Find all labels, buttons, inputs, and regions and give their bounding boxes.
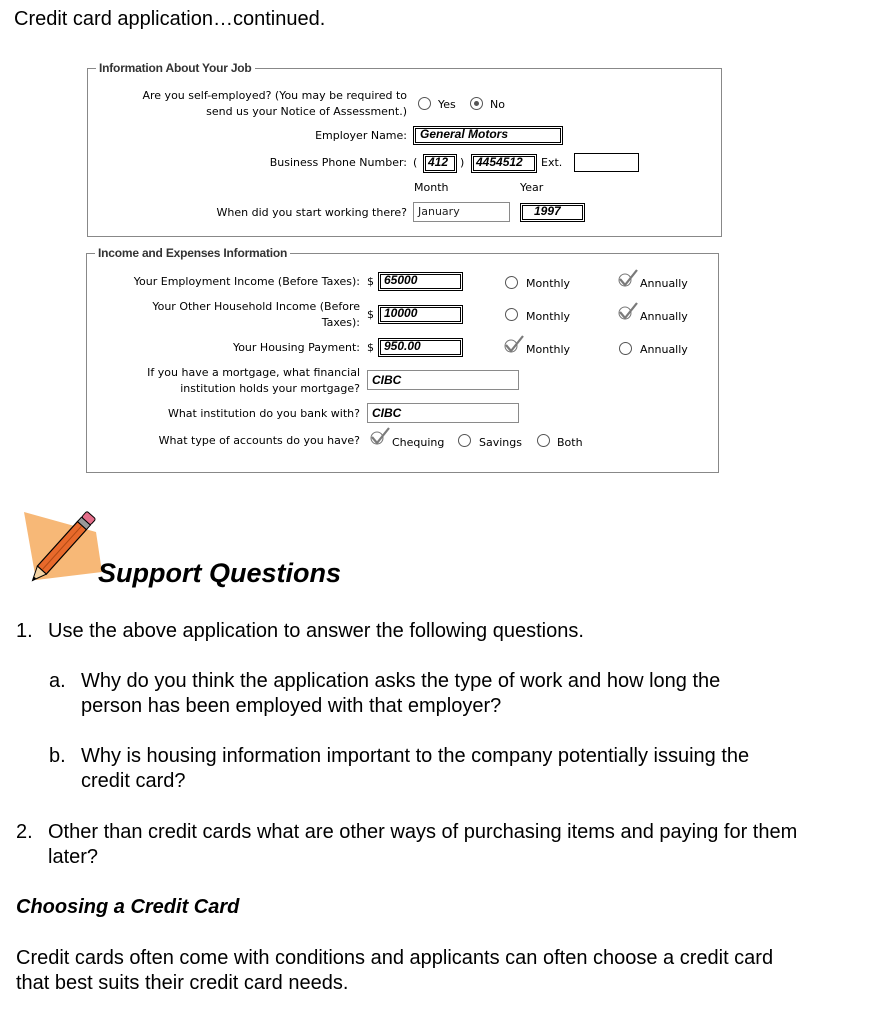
other-monthly-label: Monthly	[526, 310, 571, 323]
phone-area-code-field[interactable]: 412	[423, 154, 457, 173]
start-year-field[interactable]: 1997	[520, 203, 585, 222]
savings-label: Savings	[479, 436, 522, 449]
start-date-label: When did you start working there?	[216, 206, 407, 219]
self-employed-yes-label: Yes	[438, 98, 456, 111]
housing-annually-label: Annually	[640, 343, 688, 356]
question-b-text: Why is housing information important to the company potentially issuing the credit card?	[81, 745, 750, 792]
housing-monthly-label: Monthly	[526, 343, 571, 356]
question-2-text: Other than credit cards what are other ways of purchasing items and paying for them later?	[48, 821, 798, 868]
phone-ext-label: Ext.	[541, 156, 563, 169]
self-employed-question: Are you self-employed? (You may be required to send us your Notice of Assessment.)	[142, 89, 407, 118]
self-employed-no-radio[interactable]	[470, 97, 483, 110]
savings-radio[interactable]	[458, 434, 471, 447]
employment-income-label: Your Employment Income (Before Taxes):	[133, 275, 360, 288]
other-annually-label: Annually	[640, 310, 688, 323]
housing-monthly-check-icon[interactable]	[503, 334, 525, 354]
start-month-field[interactable]: January	[413, 202, 510, 222]
question-b-letter: b.	[49, 745, 66, 767]
employer-name-label: Employer Name:	[315, 129, 407, 142]
question-2-number: 2.	[16, 821, 33, 843]
both-radio[interactable]	[537, 434, 550, 447]
phone-number-field[interactable]: 4454512	[471, 154, 537, 173]
other-monthly-radio[interactable]	[505, 308, 518, 321]
phone-close-paren: )	[460, 156, 465, 169]
self-employed-yes-radio[interactable]	[418, 97, 431, 110]
choosing-paragraph: Credit cards often come with conditions and applicants can often choose a credit card that best suits their credit card needs.	[16, 947, 774, 994]
employer-name-field[interactable]: General Motors	[413, 126, 563, 145]
employment-annually-label: Annually	[640, 277, 688, 290]
both-label: Both	[557, 436, 583, 449]
question-a-letter: a.	[49, 670, 66, 692]
phone-open-paren: (	[413, 156, 418, 169]
housing-annually-radio[interactable]	[619, 342, 632, 355]
support-questions-heading: Support Questions	[98, 558, 341, 588]
employment-monthly-radio[interactable]	[505, 276, 518, 289]
document-title: Credit card application…continued.	[14, 8, 326, 30]
account-types-label: What type of accounts do you have?	[158, 434, 360, 447]
year-header: Year	[520, 181, 544, 194]
mortgage-institution-field[interactable]: CIBC	[367, 370, 519, 390]
month-header: Month	[414, 181, 449, 194]
chequing-label: Chequing	[392, 436, 445, 449]
phone-ext-field[interactable]	[574, 153, 639, 172]
income-expenses-legend: Income and Expenses Information	[95, 246, 290, 260]
question-1-number: 1.	[16, 620, 33, 642]
other-annually-check-icon[interactable]	[617, 301, 639, 321]
bank-institution-label: What institution do you bank with?	[167, 407, 360, 420]
employment-monthly-label: Monthly	[526, 277, 571, 290]
business-phone-label: Business Phone Number:	[269, 156, 407, 169]
employment-annually-check-icon[interactable]	[617, 268, 639, 288]
bank-institution-field[interactable]: CIBC	[367, 403, 519, 423]
mortgage-institution-label: If you have a mortgage, what financial institution holds your mortgage?	[147, 366, 360, 395]
other-income-currency: $	[367, 308, 374, 321]
employment-income-field[interactable]: 65000	[378, 272, 463, 291]
job-info-legend: Information About Your Job	[96, 61, 255, 75]
housing-payment-field[interactable]: 950.00	[378, 338, 463, 357]
other-income-label: Your Other Household Income (Before Taxes):	[152, 300, 360, 329]
choosing-credit-card-heading: Choosing a Credit Card	[16, 896, 240, 918]
chequing-check-icon[interactable]	[369, 426, 391, 446]
housing-currency: $	[367, 341, 374, 354]
housing-payment-label: Your Housing Payment:	[232, 341, 360, 354]
employment-currency: $	[367, 275, 374, 288]
self-employed-no-label: No	[490, 98, 505, 111]
other-income-field[interactable]: 10000	[378, 305, 463, 324]
question-a-text: Why do you think the application asks the type of work and how long the person has been employed with that employer?	[81, 670, 721, 717]
question-1-text: Use the above application to answer the following questions.	[48, 620, 584, 642]
